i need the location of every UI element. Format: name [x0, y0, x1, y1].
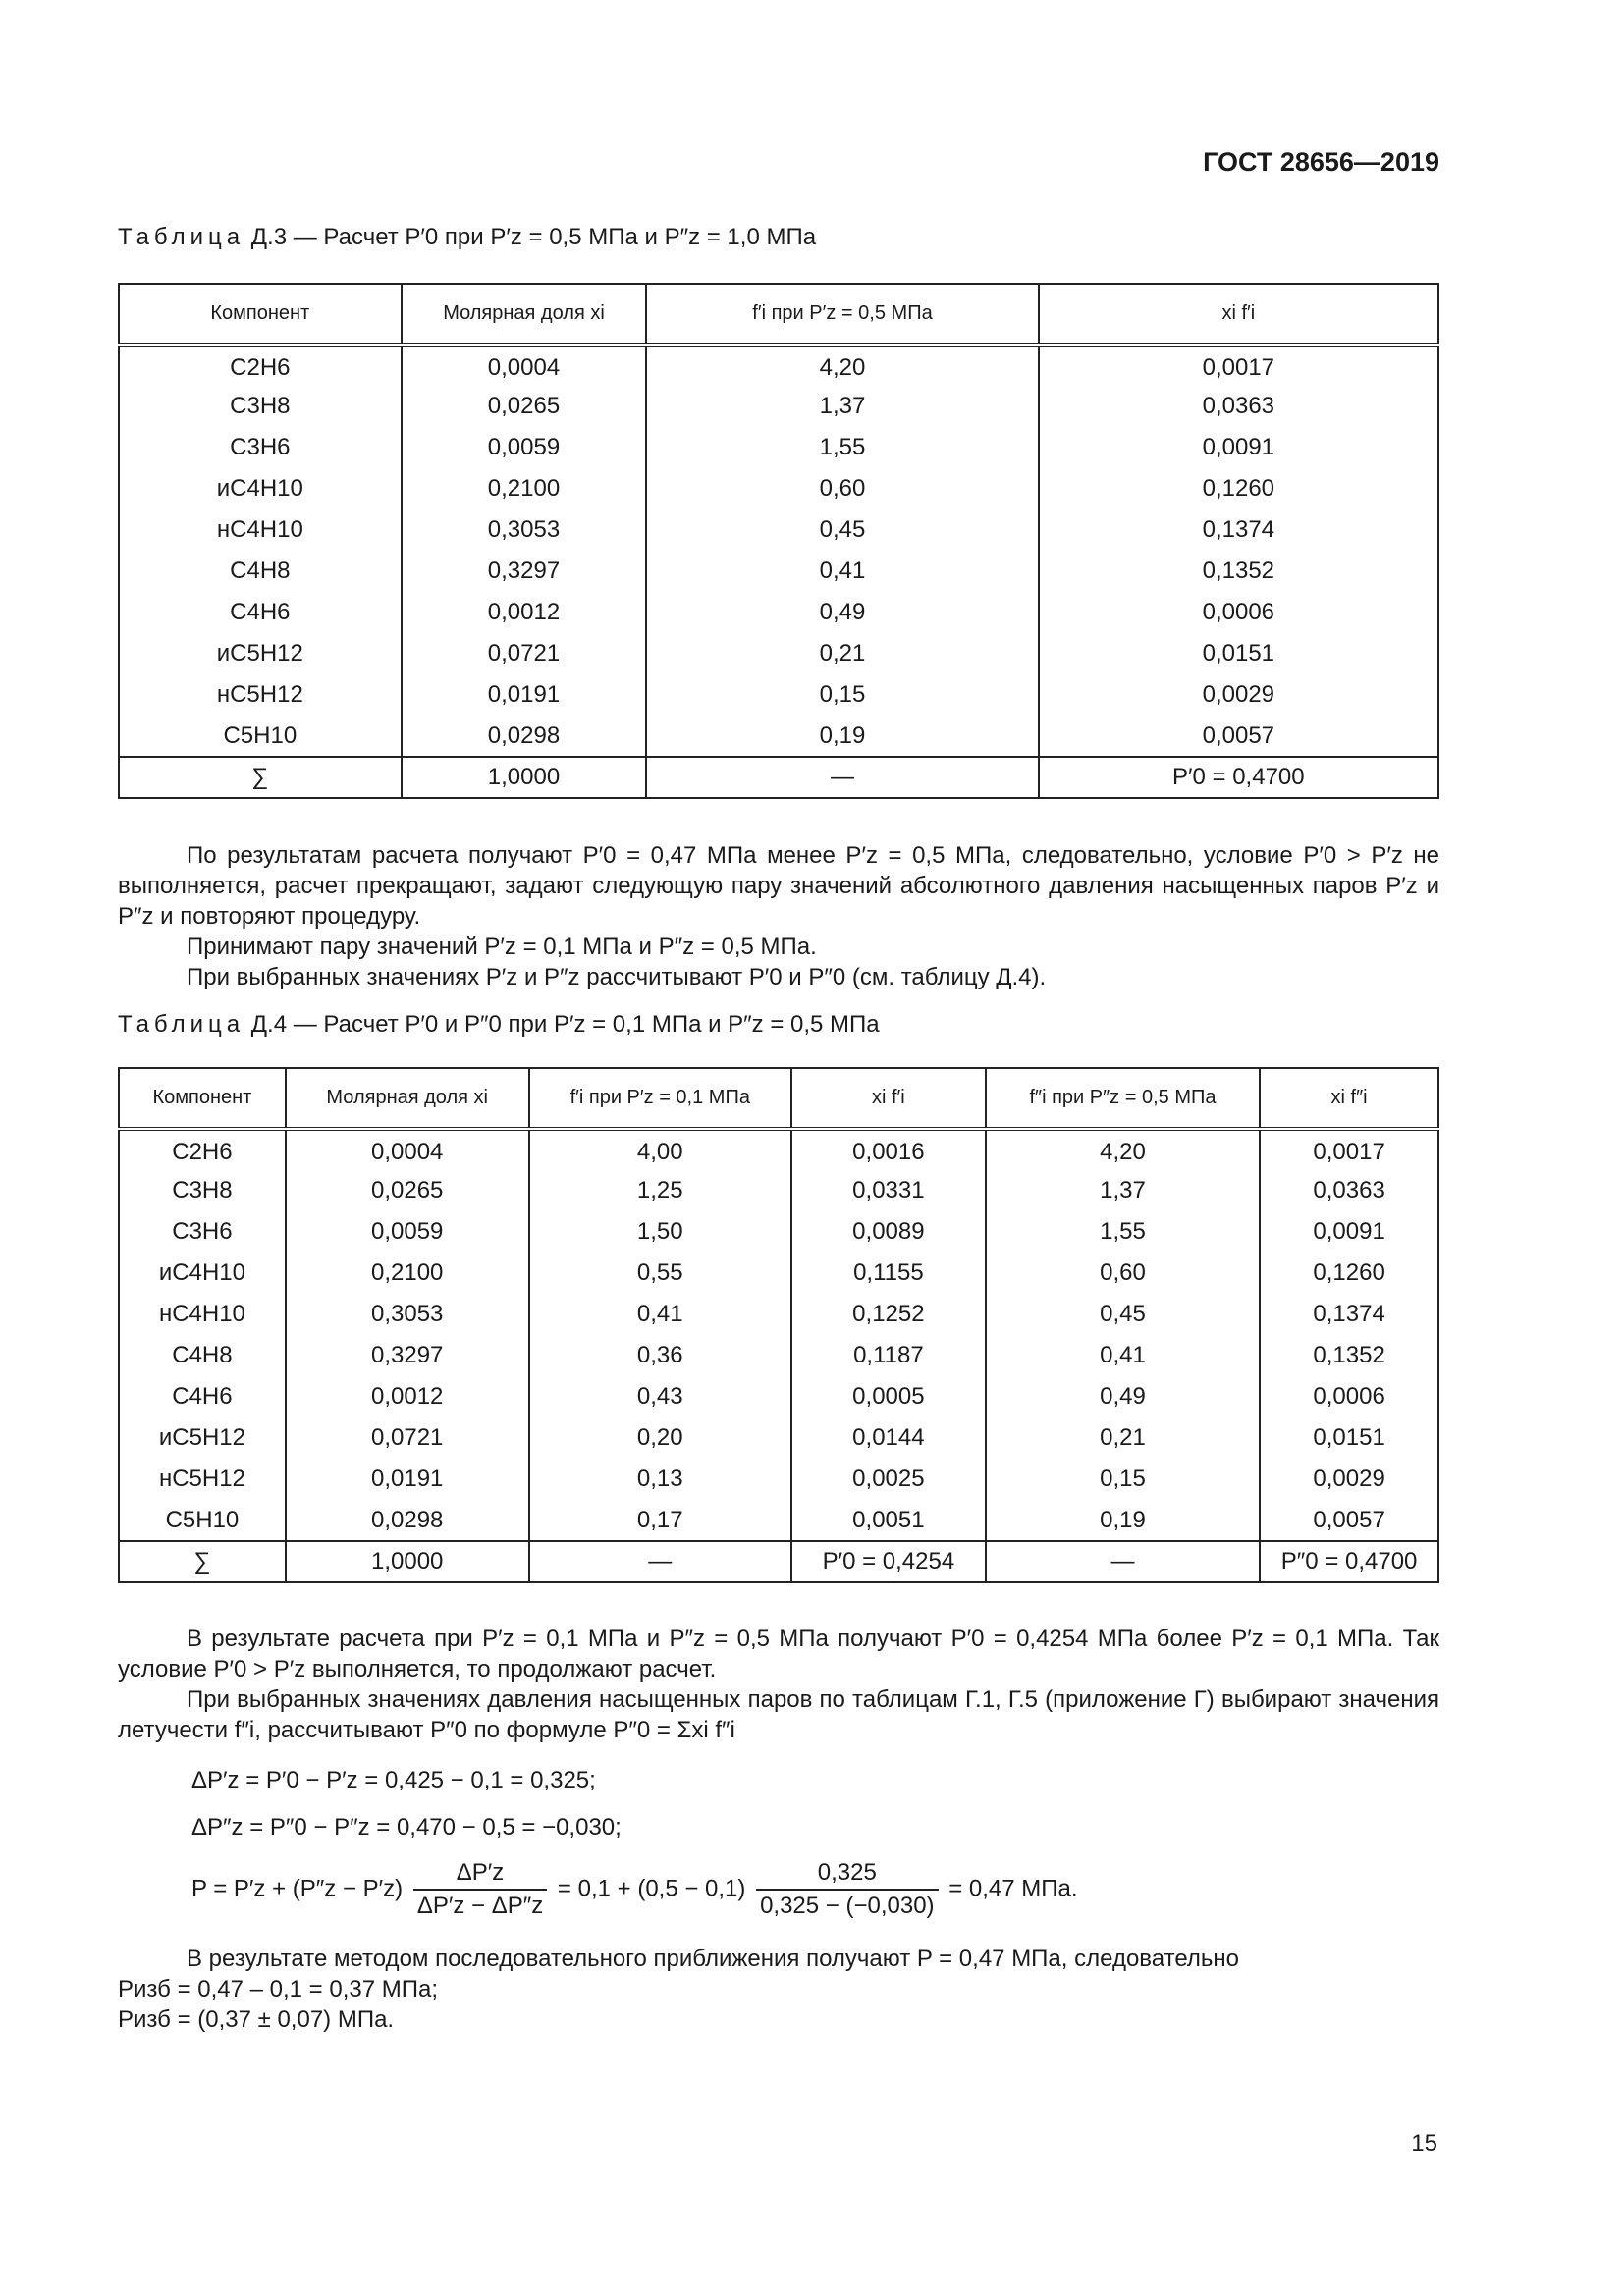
table-cell: 0,0057 — [1039, 716, 1438, 757]
table-cell: 0,1352 — [1039, 551, 1438, 592]
caption-num: Д.4 — [250, 1011, 288, 1038]
table-cell: 0,43 — [529, 1376, 792, 1417]
table-cell: 0,17 — [529, 1500, 792, 1541]
table-cell: 0,45 — [646, 509, 1038, 551]
sum-cell: 1,0000 — [402, 757, 647, 798]
table-cell: C2H6 — [119, 345, 402, 386]
formula-delta-pz-prime: ΔP′z = P′0 − P′z = 0,425 − 0,1 = 0,325; — [191, 1767, 596, 1793]
table-cell: 0,1374 — [1039, 509, 1438, 551]
table-cell: 0,0298 — [402, 716, 647, 757]
table-cell: иC5H12 — [119, 1417, 286, 1459]
table-cell: 0,55 — [529, 1253, 792, 1294]
column-header: Молярная доля xi — [402, 284, 647, 345]
table-cell: 1,37 — [986, 1170, 1260, 1211]
table-cell: 0,0017 — [1260, 1129, 1438, 1170]
table-cell: 0,41 — [646, 551, 1038, 592]
table-row — [119, 1417, 1438, 1459]
table-cell: 0,0017 — [1039, 345, 1438, 386]
table-cell: 0,20 — [529, 1417, 792, 1459]
table-cell: C3H8 — [119, 1170, 286, 1211]
table-cell: C4H8 — [119, 1335, 286, 1376]
table-cell: 0,0025 — [791, 1459, 986, 1500]
table-cell: 0,0059 — [286, 1211, 529, 1253]
fraction-2-denominator: 0,325 − (−0,030) — [760, 1893, 935, 1919]
column-header: xi f′i — [791, 1068, 986, 1129]
fraction-2-numerator: 0,325 — [756, 1859, 938, 1891]
table-cell: 0,0016 — [791, 1129, 986, 1170]
paragraph-1: По результатам расчета получают P′0 = 0,47 МПа менее P′z = 0,5 МПа, следовательно, условие P′0 > P′z не выполняется, расчет прекращают, задают следующую пару значений абсолютного давления насыщенных паров P′z и P″z и повторяют процедуру. — [118, 842, 1439, 930]
paragraph-4: В результате расчета при P′z = 0,1 МПа и P″z = 0,5 МПа получают P′0 = 0,4254 МПа более P′z = 0,1 МПа. Так условие P′0 > P′z выполняется, то продолжают расчет. — [118, 1626, 1439, 1682]
fraction-1-denominator: ΔP′z − ΔP″z — [416, 1893, 544, 1919]
table-row — [119, 592, 1438, 633]
table-cell: 4,20 — [986, 1129, 1260, 1170]
table-cell: 0,3053 — [286, 1294, 529, 1335]
table-row — [119, 1253, 1438, 1294]
table-cell: 0,0004 — [286, 1129, 529, 1170]
table-cell: 0,0057 — [1260, 1500, 1438, 1541]
table-cell: 0,60 — [986, 1253, 1260, 1294]
table-cell: 0,1155 — [791, 1253, 986, 1294]
table-cell: 0,0298 — [286, 1500, 529, 1541]
table-cell: C3H8 — [119, 386, 402, 427]
table-cell: 0,0265 — [286, 1170, 529, 1211]
table-cell: 0,60 — [646, 468, 1038, 509]
page-number: 15 — [1411, 2130, 1437, 2157]
sum-cell: P′0 = 0,4700 — [1039, 757, 1438, 798]
sum-cell: P′0 = 0,4254 — [791, 1541, 986, 1582]
table-cell: 0,13 — [529, 1459, 792, 1500]
table-row — [119, 1129, 1438, 1170]
table-cell: 0,0006 — [1260, 1376, 1438, 1417]
table-cell: нC5H12 — [119, 674, 402, 716]
table-cell: 0,0051 — [791, 1500, 986, 1541]
caption-rest: — Расчет P′0 при P′z = 0,5 МПа и P″z = 1,0 МПа — [293, 224, 817, 250]
table-row — [119, 674, 1438, 716]
table-cell: C4H8 — [119, 551, 402, 592]
table-row — [119, 386, 1438, 427]
table-cell: 0,3297 — [286, 1335, 529, 1376]
table-cell: C5H10 — [119, 716, 402, 757]
table-row — [119, 633, 1438, 674]
table-cell: 0,1260 — [1260, 1253, 1438, 1294]
table-cell: 0,15 — [986, 1459, 1260, 1500]
table-cell: нC4H10 — [119, 509, 402, 551]
table-d4-caption — [118, 1011, 880, 1039]
table-row — [119, 509, 1438, 551]
table-cell: 0,36 — [529, 1335, 792, 1376]
table-row — [119, 716, 1438, 757]
table-cell: 1,50 — [529, 1211, 792, 1253]
sum-cell: — — [986, 1541, 1260, 1582]
table-cell: иC4H10 — [119, 468, 402, 509]
paragraph-3: При выбранных значениях P′z и P″z рассчитывают P′0 и P″0 (см. таблицу Д.4). — [187, 964, 1047, 990]
table-cell: C5H10 — [119, 1500, 286, 1541]
table-cell: 0,0059 — [402, 427, 647, 468]
table-row — [119, 1170, 1438, 1211]
table-cell: 1,55 — [646, 427, 1038, 468]
paragraph-2: Принимают пару значений P′z = 0,1 МПа и P″z = 0,5 МПа. — [187, 934, 817, 960]
table-cell: 0,0144 — [791, 1417, 986, 1459]
formula-mid: = 0,1 + (0,5 − 0,1) — [557, 1875, 746, 1902]
sum-cell: ∑ — [119, 757, 402, 798]
table-cell: 0,0091 — [1039, 427, 1438, 468]
table-cell: C3H6 — [119, 427, 402, 468]
table-row — [119, 1500, 1438, 1541]
table-cell: 0,1352 — [1260, 1335, 1438, 1376]
table-cell: 0,0265 — [402, 386, 647, 427]
sum-cell: — — [646, 757, 1038, 798]
table-cell: 0,19 — [986, 1500, 1260, 1541]
fraction-2 — [756, 1859, 938, 1920]
table-cell: 4,00 — [529, 1129, 792, 1170]
sum-row — [119, 757, 1438, 798]
table-cell: 0,0006 — [1039, 592, 1438, 633]
table-row — [119, 1335, 1438, 1376]
table-row — [119, 468, 1438, 509]
table-cell: 0,1187 — [791, 1335, 986, 1376]
column-header: f″i при P″z = 0,5 МПа — [986, 1068, 1260, 1129]
sum-cell: 1,0000 — [286, 1541, 529, 1582]
table-cell: C4H6 — [119, 1376, 286, 1417]
sum-cell: P″0 = 0,4700 — [1260, 1541, 1438, 1582]
table-cell: 0,0363 — [1039, 386, 1438, 427]
table-cell: 0,0004 — [402, 345, 647, 386]
table-row — [119, 427, 1438, 468]
table-cell: 0,0191 — [402, 674, 647, 716]
fraction-1 — [413, 1859, 547, 1920]
table-cell: 0,1252 — [791, 1294, 986, 1335]
table-cell: 0,0721 — [286, 1417, 529, 1459]
table-cell: нC4H10 — [119, 1294, 286, 1335]
table-cell: нC5H12 — [119, 1459, 286, 1500]
formula-rhs: = 0,47 МПа. — [948, 1875, 1078, 1902]
table-cell: 0,0029 — [1039, 674, 1438, 716]
table-cell: 0,49 — [646, 592, 1038, 633]
column-header: f′i при P′z = 0,5 МПа — [646, 284, 1038, 345]
fraction-1-numerator: ΔP′z — [413, 1859, 547, 1891]
table-row — [119, 551, 1438, 592]
table-cell: C3H6 — [119, 1211, 286, 1253]
table-cell: иC4H10 — [119, 1253, 286, 1294]
column-header: f′i при P′z = 0,1 МПа — [529, 1068, 792, 1129]
column-header: Компонент — [119, 1068, 286, 1129]
table-cell: 0,49 — [986, 1376, 1260, 1417]
sum-cell: — — [529, 1541, 792, 1582]
table-row — [119, 1294, 1438, 1335]
table-cell: 0,1374 — [1260, 1294, 1438, 1335]
caption-prefix: Таблица — [118, 224, 245, 250]
sum-row — [119, 1541, 1438, 1582]
table-row — [119, 1211, 1438, 1253]
table-cell: 0,2100 — [402, 468, 647, 509]
table-cell: 0,41 — [986, 1335, 1260, 1376]
table-cell: 0,0005 — [791, 1376, 986, 1417]
table-d3 — [118, 283, 1439, 799]
table-cell: 0,0089 — [791, 1211, 986, 1253]
column-header: xi f′i — [1039, 284, 1438, 345]
table-row — [119, 345, 1438, 386]
line-pizb-result: Pизб = (0,37 ± 0,07) МПа. — [118, 2006, 395, 2033]
table-cell: 4,20 — [646, 345, 1038, 386]
table-cell: C2H6 — [119, 1129, 286, 1170]
table-cell: 1,37 — [646, 386, 1038, 427]
table-cell: 0,21 — [986, 1417, 1260, 1459]
formula-delta-pz-double: ΔP″z = P″0 − P″z = 0,470 − 0,5 = −0,030; — [191, 1814, 622, 1841]
table-cell: иC5H12 — [119, 633, 402, 674]
table-cell: 0,0721 — [402, 633, 647, 674]
table-cell: 0,19 — [646, 716, 1038, 757]
table-cell: 0,0012 — [286, 1376, 529, 1417]
caption-rest: — Расчет P′0 и P″0 при P′z = 0,1 МПа и P″z = 0,5 МПа — [293, 1011, 880, 1038]
table-row — [119, 1376, 1438, 1417]
sum-cell: ∑ — [119, 1541, 286, 1582]
table-cell: 0,0012 — [402, 592, 647, 633]
table-cell: 0,21 — [646, 633, 1038, 674]
formula-interpolation — [191, 1859, 1078, 1920]
table-cell: 0,2100 — [286, 1253, 529, 1294]
line-pizb-calc: Pизб = 0,47 – 0,1 = 0,37 МПа; — [118, 1976, 438, 2002]
caption-prefix: Таблица — [118, 1011, 245, 1038]
column-header: Молярная доля xi — [286, 1068, 529, 1129]
formula-lhs: P = P′z + (P″z − P′z) — [191, 1875, 404, 1902]
table-cell: 1,25 — [529, 1170, 792, 1211]
document-header: ГОСТ 28656—2019 — [1203, 147, 1439, 177]
table-cell: 0,0029 — [1260, 1459, 1438, 1500]
table-cell: 0,3053 — [402, 509, 647, 551]
table-row — [119, 1459, 1438, 1500]
table-cell: 0,45 — [986, 1294, 1260, 1335]
table-cell: C4H6 — [119, 592, 402, 633]
table-cell: 0,0331 — [791, 1170, 986, 1211]
table-d4 — [118, 1067, 1439, 1583]
table-cell: 0,0151 — [1039, 633, 1438, 674]
table-cell: 0,3297 — [402, 551, 647, 592]
table-cell: 0,15 — [646, 674, 1038, 716]
table-cell: 0,1260 — [1039, 468, 1438, 509]
table-cell: 0,41 — [529, 1294, 792, 1335]
table-d3-caption — [118, 224, 816, 251]
column-header: Компонент — [119, 284, 402, 345]
table-cell: 1,55 — [986, 1211, 1260, 1253]
table-cell: 0,0191 — [286, 1459, 529, 1500]
column-header: xi f″i — [1260, 1068, 1438, 1129]
table-cell: 0,0151 — [1260, 1417, 1438, 1459]
paragraph-5: При выбранных значениях давления насыщенных паров по таблицам Г.1, Г.5 (приложение Г) выбирают значения летучести f″i, рассчитывают P″0 по формуле P″0 = Σxi f″i — [118, 1686, 1439, 1743]
paragraph-6: В результате методом последовательного приближения получают P = 0,47 МПа, следовательно — [187, 1946, 1239, 1972]
caption-num: Д.3 — [250, 224, 288, 250]
table-cell: 0,0363 — [1260, 1170, 1438, 1211]
table-cell: 0,0091 — [1260, 1211, 1438, 1253]
